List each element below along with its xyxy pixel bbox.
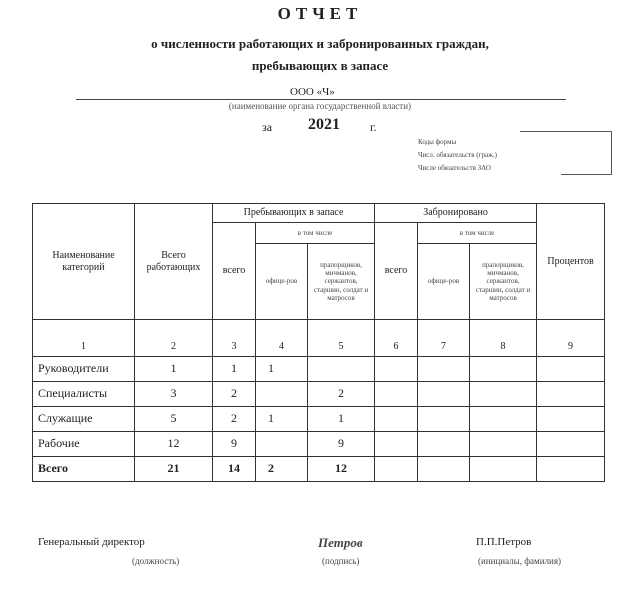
row-total: 3 (135, 382, 213, 407)
row-reserve-total: 14 (213, 457, 256, 482)
organization-underline (76, 99, 566, 100)
row-reserved-officers (418, 382, 470, 407)
row-percent (537, 357, 605, 382)
header-total: Всего работающих (135, 204, 213, 320)
header-reserved-soldiers: прапорщиков, мичманов, сержантов, старшин, солдат и матросов (470, 244, 537, 320)
code-box-top-line (520, 131, 561, 132)
organization-name: ООО «Ч» (290, 86, 335, 98)
row-reserved-soldiers (470, 432, 537, 457)
signature-caption: (подпись) (322, 556, 360, 566)
row-reserved-officers (418, 432, 470, 457)
column-number-row (33, 320, 605, 357)
header-percent: Процентов (537, 204, 605, 320)
row-percent (537, 432, 605, 457)
row-total: 1 (135, 357, 213, 382)
row-reserved-soldiers (470, 457, 537, 482)
signatory-name: П.П.Петров (476, 536, 532, 548)
header-reserve-officers: офице-ров (256, 244, 308, 320)
form-code-line: Коды формы (418, 138, 457, 146)
row-reserved-total (375, 357, 418, 382)
header-reserved-including: в том числе (418, 223, 537, 244)
header-reserve-total: всего (213, 223, 256, 320)
row-reserved-officers (418, 457, 470, 482)
row-reserved-soldiers (470, 357, 537, 382)
organization-caption: (наименование органа государственной власти) (228, 101, 412, 111)
row-reserve-total: 9 (213, 432, 256, 457)
row-category: Руководители (33, 357, 135, 382)
table-row (33, 407, 605, 432)
table-row-total (33, 457, 605, 482)
row-soldiers (308, 357, 375, 382)
period-label: за (262, 120, 273, 134)
signatory-position-caption: (должность) (132, 556, 180, 566)
year-suffix: г. (370, 120, 377, 134)
column-number: 1 (33, 320, 135, 357)
column-number: 4 (256, 320, 308, 357)
signatory-name-caption: (инициалы, фамилия) (478, 556, 561, 566)
row-soldiers: 2 (308, 382, 375, 407)
row-soldiers: 9 (308, 432, 375, 457)
row-reserve-total: 1 (213, 357, 256, 382)
column-number: 8 (470, 320, 537, 357)
report-subtitle-line2: пребывающих в запасе (251, 58, 389, 73)
row-officers (256, 382, 308, 407)
row-category: Специалисты (33, 382, 135, 407)
row-reserved-total (375, 407, 418, 432)
header-in-reserve: Пребывающих в запасе (213, 204, 375, 223)
table-row (33, 357, 605, 382)
row-percent (537, 407, 605, 432)
row-reserved-total (375, 457, 418, 482)
report-table (32, 203, 605, 482)
row-total: 12 (135, 432, 213, 457)
row-reserve-total: 2 (213, 407, 256, 432)
column-number: 6 (375, 320, 418, 357)
header-reserve-soldiers: прапорщиков, мичманов, сержантов, старшин, солдат и матросов (308, 244, 375, 320)
column-number: 7 (418, 320, 470, 357)
report-year: 2021 (308, 116, 340, 133)
row-officers (256, 432, 308, 457)
column-number: 2 (135, 320, 213, 357)
header-reserved: Забронировано (375, 204, 537, 223)
code-box (561, 131, 612, 175)
row-officers: 2 (256, 457, 308, 482)
row-reserved-total (375, 382, 418, 407)
row-reserved-soldiers (470, 382, 537, 407)
row-percent (537, 382, 605, 407)
row-reserved-officers (418, 357, 470, 382)
header-reserved-total: всего (375, 223, 418, 320)
row-officers: 1 (256, 357, 308, 382)
row-officers: 1 (256, 407, 308, 432)
row-category: Рабочие (33, 432, 135, 457)
row-reserve-total: 2 (213, 382, 256, 407)
signatory-position: Генеральный директор (38, 536, 145, 548)
column-number: 3 (213, 320, 256, 357)
row-total: 5 (135, 407, 213, 432)
table-row (33, 382, 605, 407)
row-category: Всего (33, 457, 135, 482)
signature: Петров (318, 535, 363, 550)
column-number: 5 (308, 320, 375, 357)
row-total: 21 (135, 457, 213, 482)
row-reserved-total (375, 432, 418, 457)
form-code-line: Числ. обязательств (граж.) (418, 151, 497, 159)
form-codes (418, 136, 497, 175)
header-reserve-including: в том числе (256, 223, 375, 244)
row-percent (537, 457, 605, 482)
header-category: Наименование категорий (33, 204, 135, 320)
report-subtitle-line1: о численности работающих и забронированных граждан, (151, 36, 489, 51)
row-soldiers: 1 (308, 407, 375, 432)
table-row (33, 432, 605, 457)
row-soldiers: 12 (308, 457, 375, 482)
column-number: 9 (537, 320, 605, 357)
row-reserved-soldiers (470, 407, 537, 432)
row-category: Служащие (33, 407, 135, 432)
row-reserved-officers (418, 407, 470, 432)
form-code-line: Числе обязательств ЗАО (418, 164, 491, 172)
header-reserved-officers: офице-ров (418, 244, 470, 320)
report-title: ОТЧЕТ (277, 4, 363, 23)
